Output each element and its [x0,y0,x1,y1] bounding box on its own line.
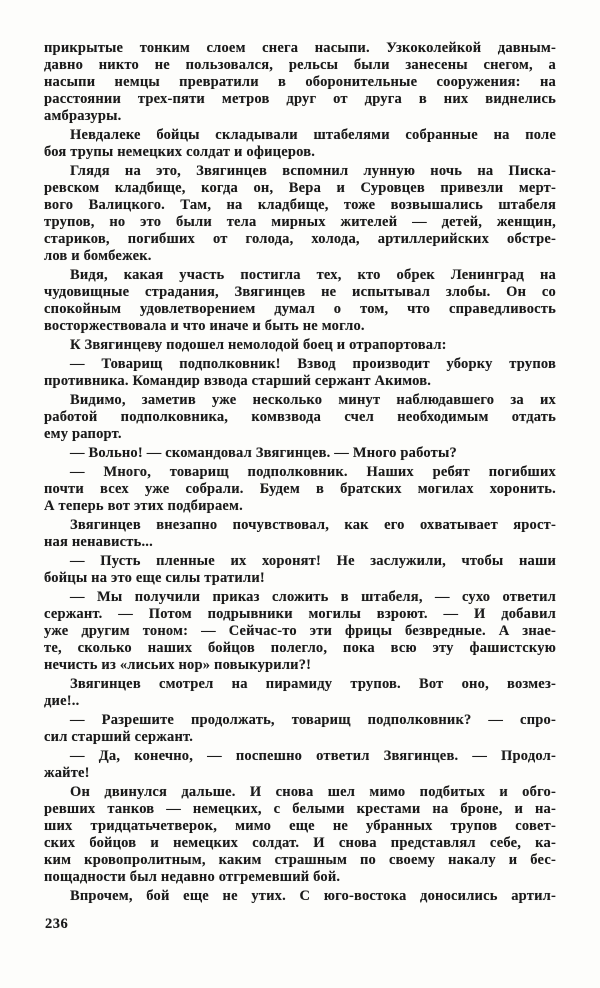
paragraph [44,784,556,886]
text-line: ревших танков — немецких, с белыми крестами на броне, и на- [44,801,556,817]
page-number: 236 [45,916,69,932]
text-line: — Вольно! — скомандовал Звягинцев. — Много работы? [70,445,457,461]
text-line: — Да, конечно, — поспешно ответил Звягинцев. — Продол- [70,748,556,764]
paragraph [44,517,556,551]
text-line: прикрытые тонким слоем снега насыпи. Узкоколейкой давным- [44,40,556,56]
text-line: Невдалеке бойцы складывали штабелями собранные на поле [70,127,556,143]
paragraph [44,445,556,462]
text-line: — Разрешите продолжать, товарищ подполковник? — спро- [70,712,556,728]
text-line: — Много, товарищ подполковник. Наших ребят погибших [70,464,556,480]
text-line: боя трупы немецких солдат и офицеров. [44,144,316,160]
paragraph [44,337,556,354]
paragraph [44,356,556,390]
text-line: те, сколько наших бойцов полегло, пока всю эту фашистскую [44,640,556,656]
text-line: бойцы на это еще силы тратили! [44,570,265,586]
text-line: насыпи немцы превратили в оборонительные сооружения: на [44,74,556,90]
text-line: противника. Командир взвода старший сержант Акимов. [44,373,432,389]
text-line: сил старший сержант. [44,729,194,745]
text-line: вого Валицкого. Там, на кладбище, тоже возвышались штабеля [44,197,556,213]
text-line: нечисть из «лисьих нор» повыкурили?! [44,657,312,673]
text-line: Звягинцев внезапно почувствовал, как его охватывает ярост- [70,517,556,533]
text-line: трупов, но это были тела мирных жителей — детей, женщин, [44,214,556,230]
text-line: работой подполковника, комвзвода счел необходимым отдать [44,409,556,425]
paragraph [44,392,556,443]
text-line: восторжествовала и что иначе и быть не могло. [44,318,365,334]
text-line: Видя, какая участь постигла тех, кто обрек Ленинград на [70,267,556,283]
text-line: сержант. — Потом подрывники могилы взроют. — И добавил [44,606,556,622]
text-line: уже другим тоном: — Сейчас-то эти фрицы безвредные. А знае- [44,623,556,639]
paragraph [44,676,556,710]
text-line: К Звягинцеву подошел немолодой боец и отрапортовал: [70,337,447,353]
text-line: Впрочем, бой еще не утих. С юго-востока доносились артил- [70,888,556,904]
paragraph [44,163,556,265]
text-line: амбразуры. [44,108,122,124]
text-line: Видимо, заметив уже несколько минут наблюдавшего за их [70,392,556,408]
text-line: ная ненависть... [44,534,153,550]
text-line: лов и бомбежек. [44,248,152,264]
text-line: давно никто не пользовался, рельсы были занесены снегом, а [44,57,556,73]
text-line: Он двинулся дальше. И снова шел мимо подбитых и обго- [70,784,556,800]
text-line: — Товарищ подполковник! Взвод производит уборку трупов [70,356,556,372]
paragraph [44,267,556,335]
text-line: спокойным удовлетворением думал о том, что справедливость [44,301,556,317]
paragraph [44,748,556,782]
text-line: Глядя на это, Звягинцев вспомнил лунную ночь на Писка- [70,163,556,179]
text-line: ревском кладбище, когда он, Вера и Суровцев привезли мерт- [44,180,556,196]
text-line: ских бойцов и немецких солдат. И снова представлял себе, ка- [44,835,556,851]
paragraph [44,127,556,161]
text-line: — Мы получили приказ сложить в штабеля, — сухо ответил [70,589,556,605]
paragraph [44,464,556,515]
paragraph [44,553,556,587]
text-line: чудовищные страдания, Звягинцев не испытывал злобы. Он со [44,284,556,300]
text-line: ким кровопролитным, каким страшным по своему накалу и бес- [44,852,556,868]
text-block [44,40,556,905]
paragraph [44,888,556,905]
paragraph [44,40,556,125]
text-line: А теперь вот этих подбираем. [44,498,243,514]
text-line: — Пусть пленные их хоронят! Не заслужили, чтобы наши [70,553,556,569]
text-line: жайте! [44,765,90,781]
text-line: пощадности был недавно отгремевший бой. [44,869,341,885]
text-line: стариков, погибших от голода, холода, артиллерийских обстре- [44,231,556,247]
text-line: почти всех уже собрали. Будем в братских могилах хоронить. [44,481,556,497]
text-line: расстоянии трех-пяти метров друг от друга в них виднелись [44,91,556,107]
text-line: ему рапорт. [44,426,122,442]
text-line: ших тридцатьчетверок, мимо еще не убранных трупов совет- [44,818,556,834]
paragraph [44,589,556,674]
text-line: дие!.. [44,693,80,709]
paragraph [44,712,556,746]
text-line: Звягинцев смотрел на пирамиду трупов. Вот оно, возмез- [70,676,556,692]
